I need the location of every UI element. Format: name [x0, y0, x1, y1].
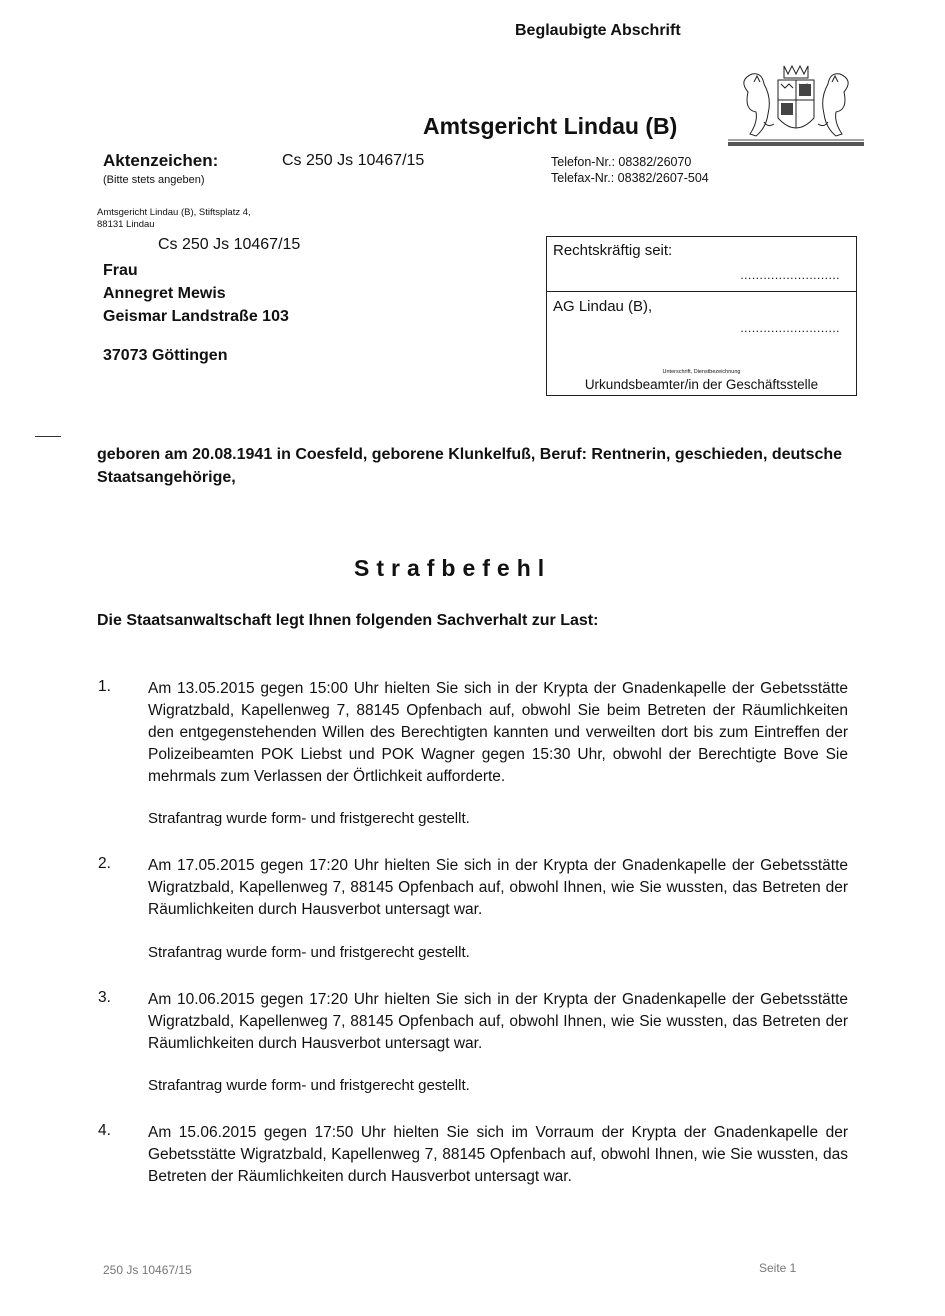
item-text: Am 10.06.2015 gegen 17:20 Uhr hielten Sie sich in der Krypta der Gnadenkapelle der Gebetsstätte Wigratzbald, Kapellenweg 7, 88145 Opfenbach auf, obwohl Ihnen, wie Sie wussten, das Betreten der Räumlichkeiten durch Hausverbot untersagt war.	[148, 991, 848, 1052]
item-text: Am 17.05.2015 gegen 17:20 Uhr hielten Sie sich in der Krypta der Gnadenkapelle der Gebetsstätte Wigratzbald, Kapellenweg 7, 88145 Opfenbach auf, obwohl Ihnen, wie Sie wussten, das Betreten der Räumlichkeiten durch Hausverbot untersagt war.	[148, 857, 848, 918]
recipient-address	[103, 259, 289, 328]
item-number: 4.	[98, 1122, 111, 1139]
birth-details: geboren am 20.08.1941 in Coesfeld, geborene Klunkelfuß, Beruf: Rentnerin, geschieden, deutsche Staatsangehörige,	[97, 446, 843, 486]
fax-number: Telefax-Nr.: 08382/2607-504	[551, 171, 709, 185]
file-number-note: (Bitte stets angeben)	[103, 174, 205, 186]
sender-line: 88131 Lindau	[97, 219, 155, 230]
legal-status-row	[547, 237, 856, 292]
item-text: Am 13.05.2015 gegen 15:00 Uhr hielten Sie sich in der Krypta der Gnadenkapelle der Gebetsstätte Wigratzbald, Kapellenweg 7, 88145 Opfenbach auf, obwohl Sie beim Betreten der Räumlichkeiten den entgegenstehenden Willen des Berechtigten kannten und verweilten dort bis zum Eintreffen der Polizeibeamten POK Liebst und POK Wagner gegen 15:30 Uhr, obwohl der Berechtigte Bove Sie mehrmals zum Verlassen der Örtlichkeit aufforderte.	[148, 680, 848, 785]
page-number: Seite 1	[759, 1261, 797, 1275]
charges-intro: Die Staatsanwaltschaft legt Ihnen folgenden Sachverhalt zur Last:	[97, 612, 599, 629]
address-file-number: Cs 250 Js 10467/15	[158, 236, 301, 253]
sender-line: Amtsgericht Lindau (B), Stiftsplatz 4,	[97, 207, 251, 218]
clerk-label: Urkundsbeamter/in der Geschäftsstelle	[584, 377, 819, 392]
item-number: 1.	[98, 678, 111, 695]
recipient-name: Annegret Mewis	[103, 285, 226, 302]
file-number: Cs 250 Js 10467/15	[282, 152, 425, 169]
recipient-street: Geismar Landstraße 103	[103, 308, 289, 325]
certified-copy-label: Beglaubigte Abschrift	[515, 22, 681, 39]
dotted-line: ..........................	[740, 268, 840, 282]
item-note: Strafantrag wurde form- und fristgerecht gestellt.	[148, 944, 470, 961]
signature-caption: Unterschrift, Dienstbezeichnung	[662, 369, 741, 375]
sender-address	[97, 207, 251, 231]
recipient-city: 37073 Göttingen	[103, 347, 228, 364]
bavarian-coat-of-arms-icon	[728, 62, 864, 148]
court-short-label: AG Lindau (B),	[553, 298, 653, 315]
item-number: 3.	[98, 989, 111, 1006]
item-text: Am 15.06.2015 gegen 17:50 Uhr hielten Sie sich im Vorraum der Krypta der Gnadenkapelle der Gebetsstätte Wigratzbald, Kapellenweg 7, 88145 Opfenbach auf, obwohl Ihnen, wie Sie wussten, das Betreten der Räumlichkeiten durch Hausverbot untersagt war.	[148, 1124, 848, 1185]
contact-block	[551, 154, 709, 186]
final-since-label: Rechtskräftig seit:	[553, 242, 673, 259]
court-name: Amtsgericht Lindau (B)	[423, 113, 678, 139]
recipient-salutation: Frau	[103, 262, 138, 279]
phone-number: Telefon-Nr.: 08382/26070	[551, 155, 692, 169]
fold-mark	[35, 436, 61, 437]
item-note: Strafantrag wurde form- und fristgerecht gestellt.	[148, 810, 470, 827]
item-number: 2.	[98, 855, 111, 872]
dotted-line: ..........................	[740, 321, 840, 335]
document-title: Strafbefehl	[354, 555, 552, 581]
file-number-label: Aktenzeichen:	[103, 151, 219, 170]
item-note: Strafantrag wurde form- und fristgerecht gestellt.	[148, 1077, 470, 1094]
footer-file-ref: 250 Js 10467/15	[103, 1263, 192, 1277]
legal-status-box	[546, 236, 857, 396]
